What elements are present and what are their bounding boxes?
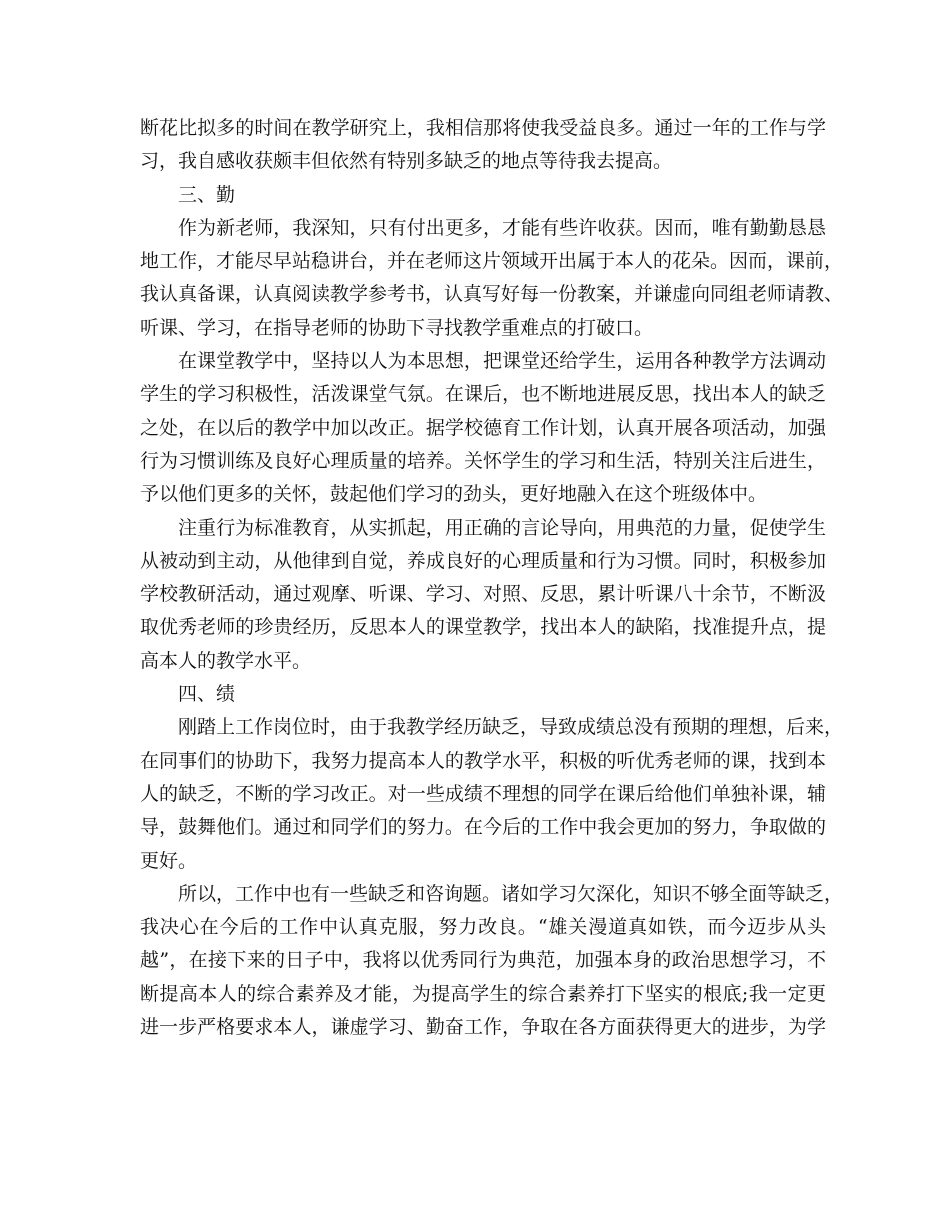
text-line: 断花比拟多的时间在教学研究上，我相信那将使我受益良多。通过一年的工作与学 bbox=[140, 117, 826, 139]
text-line: 高本人的教学水平。 bbox=[140, 649, 312, 672]
text-line: 听课、学习，在指导老师的协助下寻找教学重难点的打破口。 bbox=[140, 316, 654, 339]
text-line: 习，我自感收获颇丰但依然有特别多缺乏的地点等待我去提高。 bbox=[140, 150, 673, 173]
text-line: 导，鼓舞他们。通过和同学们的努力。在今后的工作中我会更加的努力，争取做的 bbox=[140, 816, 826, 839]
text-line: 地工作，才能尽早站稳讲台，并在老师这片领域开出属于本人的花朵。因而，课前， bbox=[140, 250, 844, 273]
text-line: 行为习惯训练及良好心理质量的培养。关怀学生的学习和生活，特别关注后进生， bbox=[140, 449, 826, 472]
text-line: 我认真备课，认真阅读教学参考书，认真写好每一份教案，并谦虚向同组老师请教、 bbox=[140, 283, 844, 306]
text-line: 作为新老师，我深知，只有付出更多，才能有些许收获。因而，唯有勤勤恳恳 bbox=[178, 216, 826, 239]
text-line: 所以，工作中也有一些缺乏和咨询题。诸如学习欠深化，知识不够全面等缺乏， bbox=[178, 882, 844, 905]
text-line: 从被动到主动，从他律到自觉，养成良好的心理质量和行为习惯。同时，积极参加 bbox=[140, 549, 826, 572]
section-heading: 四、绩 bbox=[178, 683, 236, 706]
text-line: 更好。 bbox=[140, 849, 198, 872]
text-line: 越”，在接下来的日子中，我将以优秀同行为典范，加强本身的政治思想学习，不 bbox=[140, 949, 826, 972]
text-line: 刚踏上工作岗位时，由于我教学经历缺乏，导致成绩总没有预期的理想，后来， bbox=[178, 716, 844, 739]
document-body bbox=[140, 112, 844, 1044]
text-line: 予以他们更多的关怀，鼓起他们学习的劲头，更好地融入在这个班级体中。 bbox=[140, 483, 768, 506]
section-heading: 三、勤 bbox=[178, 183, 236, 206]
text-line: 之处，在以后的教学中加以改正。据学校德育工作计划，认真开展各项活动，加强 bbox=[140, 416, 826, 439]
text-line: 注重行为标准教育，从实抓起，用正确的言论导向，用典范的力量，促使学生 bbox=[178, 516, 826, 539]
text-line: 在同事们的协助下，我努力提高本人的教学水平，积极的听优秀老师的课，找到本 bbox=[140, 749, 826, 772]
text-line: 我决心在今后的工作中认真克服，努力改良。“雄关漫道真如铁，而今迈步从头 bbox=[140, 916, 826, 939]
text-line: 取优秀老师的珍贵经历，反思本人的课堂教学，找出本人的缺陷，找准提升点，提 bbox=[140, 616, 826, 639]
text-line: 学校教研活动，通过观摩、听课、学习、对照、反思，累计听课八十余节，不断汲 bbox=[140, 583, 826, 606]
text-line: 进一步严格要求本人，谦虚学习、勤奋工作，争取在各方面获得更大的进步，为学 bbox=[140, 1016, 826, 1039]
text-line: 学生的学习积极性，活泼课堂气氛。在课后，也不断地进展反思，找出本人的缺乏 bbox=[140, 383, 826, 406]
text-line: 断提高本人的综合素养及才能，为提高学生的综合素养打下坚实的根底;我一定更 bbox=[140, 982, 826, 1005]
text-line: 人的缺乏，不断的学习改正。对一些成绩不理想的同学在课后给他们单独补课，辅 bbox=[140, 782, 826, 805]
text-line: 在课堂教学中，坚持以人为本思想，把课堂还给学生，运用各种教学方法调动 bbox=[178, 350, 826, 373]
